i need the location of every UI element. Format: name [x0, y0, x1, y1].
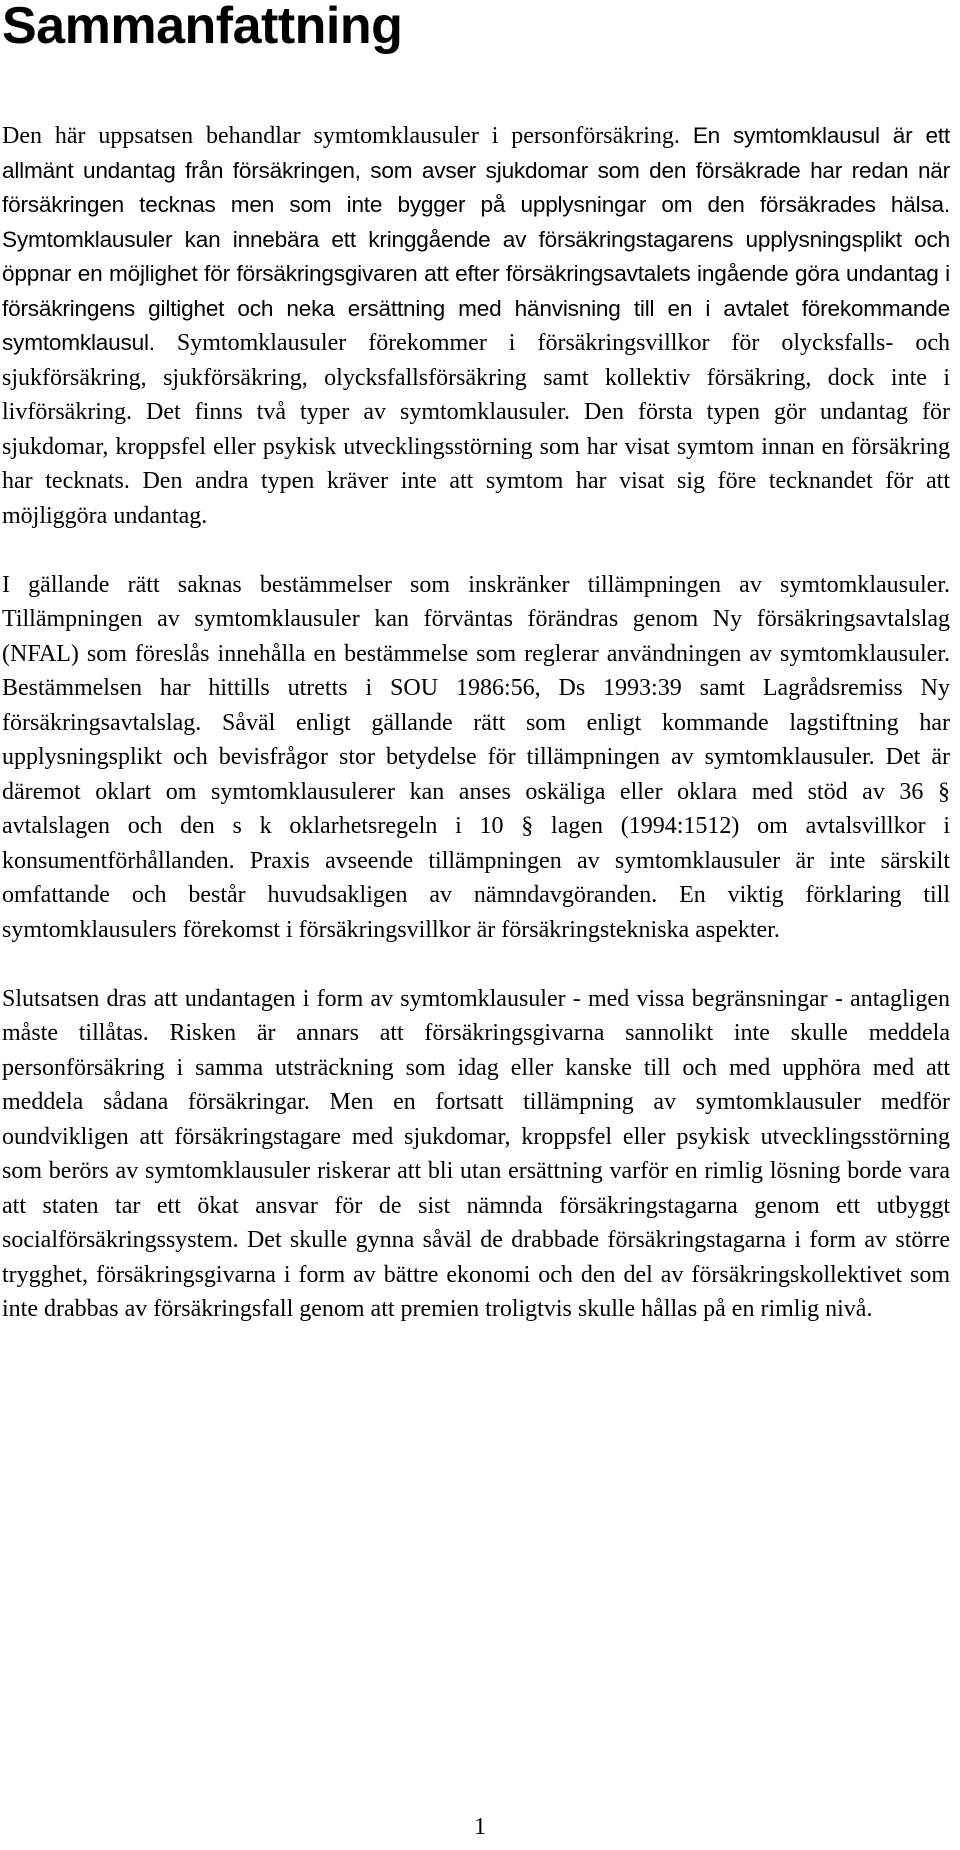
document-body — [2, 119, 950, 1361]
paragraph-1 — [2, 119, 950, 533]
paragraph-3: Slutsatsen dras att undantagen i form av symtomklausuler - med vissa begränsningar - antagligen måste tillåtas. Risken är annars att försäkringsgivarna sannolikt inte skulle meddela personförsäkring i samma utsträckning som idag eller kanske till och med upphöra med att meddela sådana försäkringar. Men en fortsatt tillämpning av symtomklausuler medför oundvikligen att försäkringstagare med sjukdomar, kroppsfel eller psykisk utvecklingsstörning som berörs av symtomklausuler riskerar att bli utan ersättning varför en rimlig lösning borde vara att staten tar ett ökat ansvar för de sist nämnda försäkringstagarna genom ett utbyggt socialförsäkringssystem. Det skulle gynna såväl de drabbade försäkringstagarna i form av större trygghet, försäkringsgivarna i form av bättre ekonomi och den del av försäkringskollektivet som inte drabbas av försäkringsfall genom att premien troligtvis skulle hållas på en rimlig nivå. — [2, 985, 950, 1322]
paragraph-1-sentence-3: Symtomklausuler kan innebära ett kringgående av försäkringstagarens upplysningsplikt och öppnar en möjlighet för försäkringsgivaren att efter försäkringsavtalets ingående göra undantag i försäkringens giltighet och neka ersättning med hänvisning till en i avtalet förekommande symtomklausul. — [2, 226, 950, 355]
paragraph-1-sentence-2: En symtomklausul är ett allmänt undantag från försäkringen, som avser sjukdomar som den försäkrade har redan när försäkringen tecknas men som inte bygger på upplysningar om den försäkrades hälsa. — [2, 123, 950, 217]
page-title: Sammanfattning — [2, 0, 403, 55]
paragraph-1-sentence-4: Symtomklausuler förekommer i försäkringsvillkor för olycksfalls- och sjukförsäkring, sjukförsäkring, olycksfallsförsäkring samt kollektiv försäkring, dock inte i livförsäkring. Det finns två typer av symtomklausuler. Den första typen gör undantag för sjukdomar, kroppsfel eller psykisk utvecklingsstörning som har visat symtom innan en försäkring har tecknats. Den andra typen kräver inte att symtom har visat sig före tecknandet för att möjliggöra undantag. — [2, 330, 951, 529]
page-number: 1 — [474, 1814, 486, 1840]
paragraph-2: I gällande rätt saknas bestämmelser som inskränker tillämpningen av symtomklausuler. Tillämpningen av symtomklausuler kan förväntas förändras genom Ny försäkringsavtalslag (NFAL) som föreslås innehålla en bestämmelse som reglerar användningen av symtomklausuler. Bestämmelsen har hittills utretts i SOU 1986:56, Ds 1993:39 samt Lagrådsremiss Ny försäkringsavtalslag. Såväl enligt gällande rätt som enligt kommande lagstiftning har upplysningsplikt och bevisfrågor stor betydelse för tillämpningen av symtomklausuler. Det är däremot oklart om symtomklausulerer kan anses oskäliga eller oklara med stöd av 36 § avtalslagen och den s k oklarhetsregeln i 10 § lagen (1994:1512) om avtalsvillkor i konsumentförhållanden. Praxis avseende tillämpningen av symtomklausuler är inte särskilt omfattande och består huvudsakligen av nämndavgöranden. En viktig förklaring till symtomklausulers förekomst i försäkringsvillkor är försäkringstekniska aspekter. — [2, 571, 950, 943]
paragraph-1-sentence-1: Den här uppsatsen behandlar symtomklausuler i personförsäkring. — [2, 123, 680, 149]
